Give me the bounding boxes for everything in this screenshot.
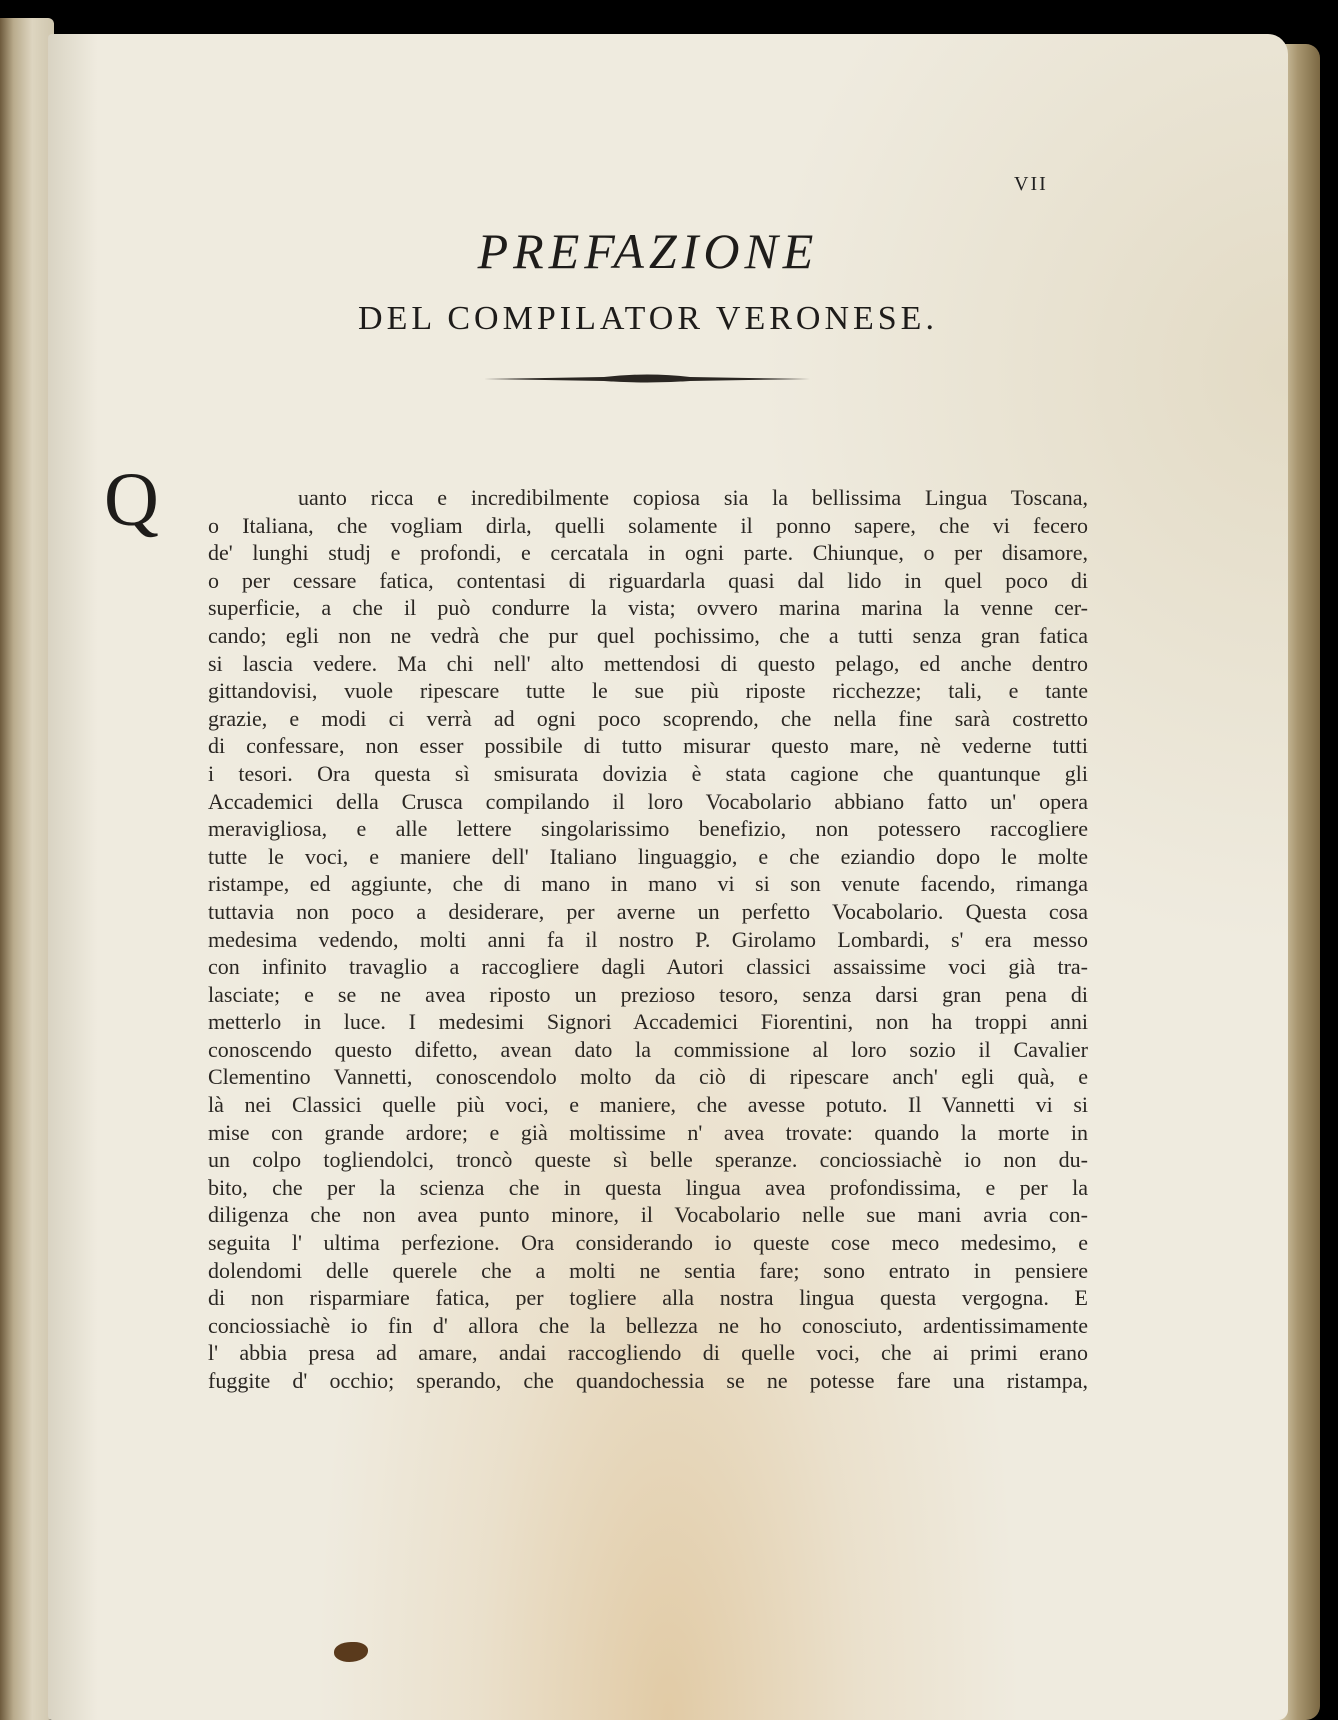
text-line: ristampe, ed aggiunte, che di mano in mano vi si son venute facendo, rimanga	[208, 871, 1088, 897]
text-line: lasciate; e se ne avea riposto un prezioso tesoro, senza darsi gran pena di	[208, 981, 1088, 1007]
text-line: fuggite d' occhio; sperando, che quandochessia se ne potesse fare una ristampa,	[208, 1368, 1088, 1393]
text-line: superficie, a che il può condurre la vista; ovvero marina marina la venne cer-	[208, 595, 1088, 621]
text-line: tutte le voci, e maniere dell' Italiano linguaggio, e che eziandio dopo le molte	[208, 843, 1088, 869]
text-line: metterlo in luce. I medesimi Signori Accademici Fiorentini, non ha troppi anni	[208, 1009, 1088, 1035]
text-line: con infinito travaglio a raccogliere dagli Autori classici assaissime voci già tra-	[208, 954, 1088, 980]
text-line: uanto ricca e incredibilmente copiosa sia la bellissima Lingua Toscana,	[298, 485, 1088, 510]
text-line: gittandovisi, vuole ripescare tutte le sue più riposte ricchezze; tali, e tante	[208, 678, 1088, 704]
text-line: conciossiachè io fin d' allora che la bellezza ne ho conosciuto, ardentissimamente	[208, 1312, 1088, 1338]
text-line: di non risparmiare fatica, per togliere alla nostra lingua questa vergogna. E	[208, 1285, 1088, 1311]
text-line: i tesori. Ora questa sì smisurata dovizia è stata cagione che quantunque gli	[208, 760, 1088, 786]
left-page-edge	[0, 18, 54, 1720]
text-line: bito, che per la scienza che in questa lingua avea profondissima, e per la	[208, 1174, 1088, 1200]
ink-stain	[334, 1642, 368, 1662]
text-line: cando; egli non ne vedrà che pur quel pochissimo, che a tutti senza gran fatica	[208, 622, 1088, 648]
text-line: conoscendo questo difetto, avean dato la commissione al loro sozio il Cavalier	[208, 1036, 1088, 1062]
text-line: diligenza che non avea punto minore, il Vocabolario nelle sue mani avria con-	[208, 1202, 1088, 1228]
text-line: di confessare, non esser possibile di tutto misurar questo mare, nè vederne tutti	[208, 733, 1088, 759]
text-line: mise con grande ardore; e già moltissime n' avea trovate: quando la morte in	[208, 1119, 1088, 1145]
page-title: PREFAZIONE	[477, 223, 819, 279]
page-subtitle: DEL COMPILATOR VERONESE.	[358, 300, 938, 337]
title-rule-ornament	[484, 372, 810, 386]
text-line: Clementino Vannetti, conoscendolo molto da ciò di ripescare anch' egli quà, e	[208, 1064, 1088, 1090]
text-line: o Italiana, che vogliam dirla, quelli solamente il ponno sapere, che vi fecero	[208, 512, 1088, 538]
text-line: si lascia vedere. Ma chi nell' alto mettendosi di questo pelago, ed anche dentro	[208, 650, 1088, 676]
text-line: de' lunghi studj e profondi, e cercatala in ogni parte. Chiunque, o per disamore,	[208, 540, 1088, 566]
text-line: grazie, e modi ci verrà ad ogni poco scoprendo, che nella fine sarà costretto	[208, 705, 1088, 731]
text-line: l' abbia presa ad amare, andai raccogliendo di quelle voci, che ai primi erano	[208, 1340, 1088, 1366]
text-line: medesima vedendo, molti anni fa il nostro P. Girolamo Lombardi, s' era messo	[208, 926, 1088, 952]
page-number: VII	[1014, 173, 1048, 195]
text-line: un colpo togliendolci, troncò queste sì belle speranze. conciossiachè io non du-	[208, 1147, 1088, 1173]
drop-cap: Q	[104, 458, 159, 542]
text-line: seguita l' ultima perfezione. Ora considerando io queste cose meco medesimo, e	[208, 1230, 1088, 1256]
text-line: là nei Classici quelle più voci, e maniere, che avesse potuto. Il Vannetti vi si	[208, 1092, 1088, 1118]
text-line: dolendomi delle querele che a molti ne sentia fare; sono entrato in pensiere	[208, 1257, 1088, 1283]
text-line: o per cessare fatica, contentasi di riguardarla quasi dal lido in quel poco di	[208, 567, 1088, 593]
text-line: Accademici della Crusca compilando il loro Vocabolario abbiano fatto un' opera	[208, 788, 1088, 814]
text-line: tuttavia non poco a desiderare, per averne un perfetto Vocabolario. Questa cosa	[208, 898, 1088, 924]
text-line: meravigliosa, e alle lettere singolarissimo benefizio, non potessero raccogliere	[208, 816, 1088, 842]
book-page	[48, 34, 1288, 1720]
book	[0, 18, 1338, 1720]
preface-body	[208, 484, 1088, 1395]
